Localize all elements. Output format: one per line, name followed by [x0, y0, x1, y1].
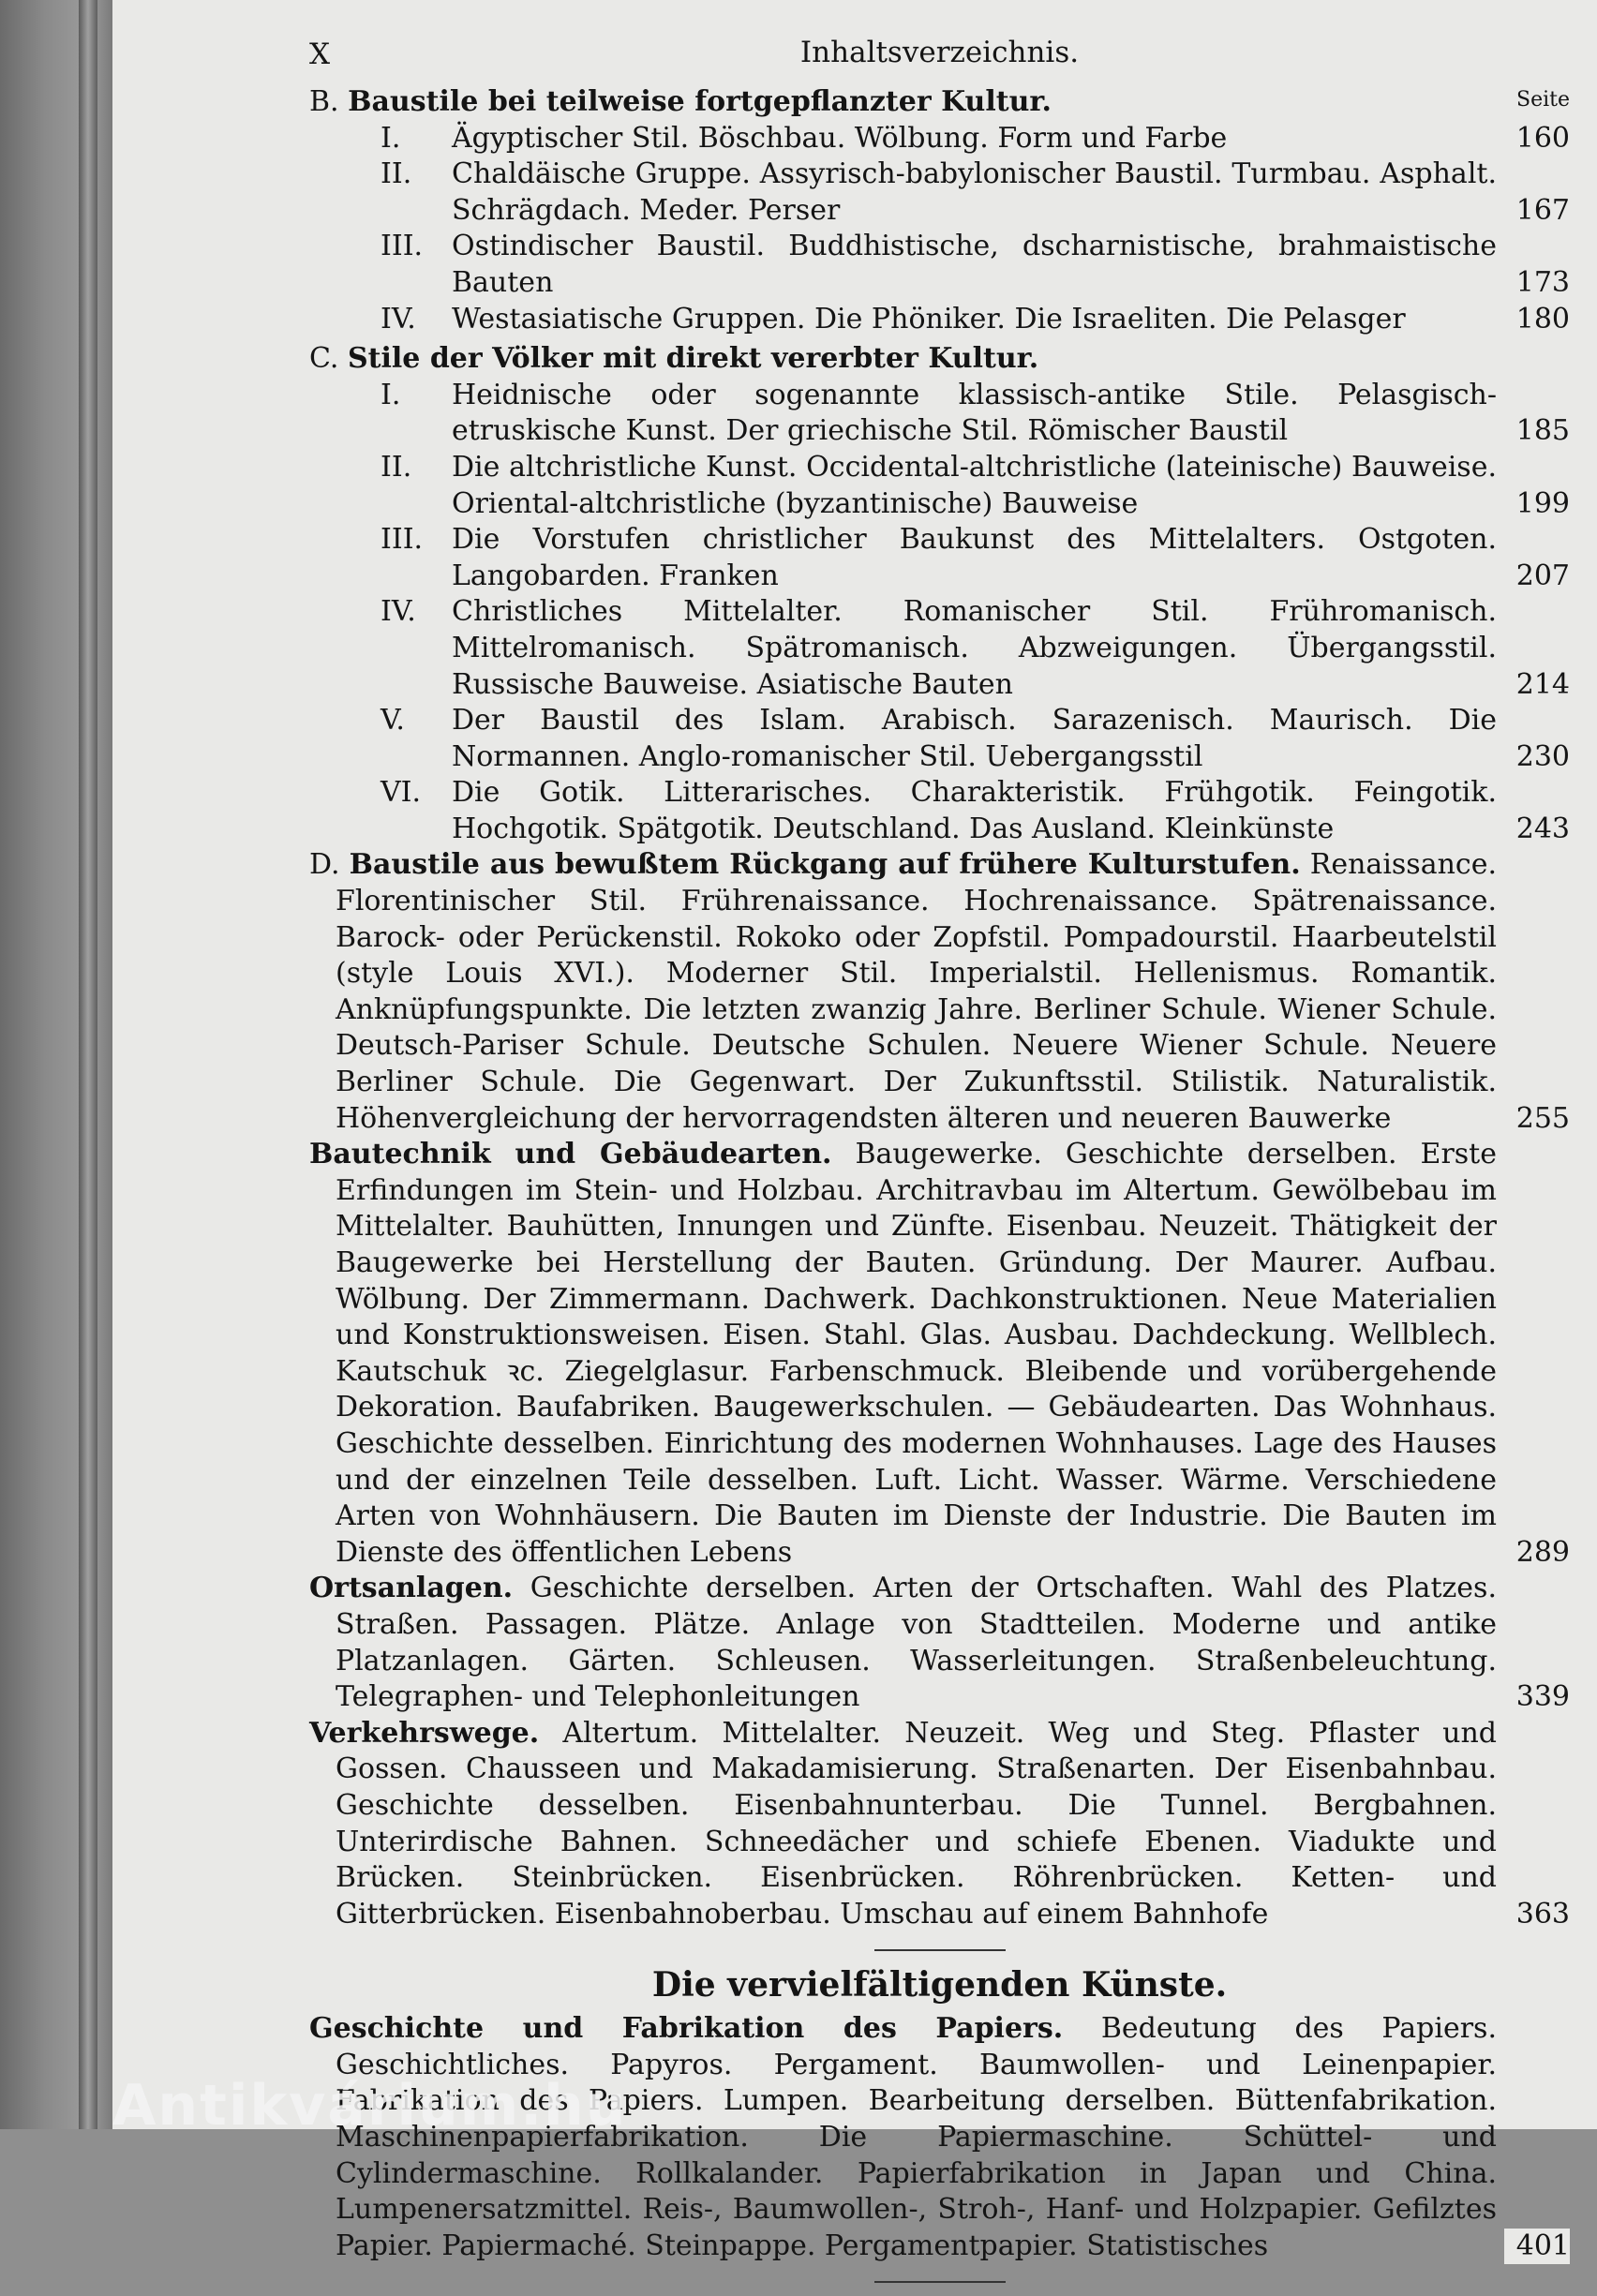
- section-text: Bedeutung des Papiers. Geschichtliches. Papyros. Pergament. Baumwollen- und Leinenpapier. Fabrikation des Papiers. Lumpen. Bearbeitung derselben. Büttenfabrikation. Maschinenpapierfabrikation. Die Papiermaschine. Schüttel- und Cylindermaschine. Rollkalander. Papierfabrikation in Japan und China. Lumpenersatzmittel. Reis-, Baumwollen-, Stroh-, Hanf- und Holzpapier. Gefilztes Papier. Papiermaché. Steinpappe. Pergamentpapier. Statistisches: [336, 2012, 1497, 2262]
- entry-number: IV.: [381, 595, 416, 629]
- section-b-heading: [309, 84, 1570, 121]
- entry-text: Die altchristliche Kunst. Occidental-altchristliche (lateinische) Bauweise. Oriental-altchristliche (byzantinische) Bauweise: [452, 450, 1497, 520]
- entry-number: I.: [381, 121, 401, 155]
- section-title: Stile der Völker mit direkt vererbter Kultur.: [347, 342, 1039, 376]
- entry-text: Der Baustil des Islam. Arabisch. Sarazenisch. Maurisch. Die Normannen. Anglo-romanischer Stil. Uebergangsstil: [452, 704, 1497, 773]
- toc-entry: [309, 378, 1570, 450]
- section-title: Verkehrswege.: [309, 1716, 540, 1750]
- entry-page: 339: [1504, 1679, 1570, 1716]
- toc-entry: [309, 594, 1570, 703]
- section-title: Baustile bei teilweise fortgepflanzter Kultur.: [348, 85, 1052, 118]
- entry-text: Christliches Mittelalter. Romanischer Stil. Frühromanisch. Mittelromanisch. Spätromanisch. Abzweigungen. Übergangsstil. Russische Bauweise. Asiatische Bauten: [452, 595, 1497, 701]
- entry-page: 167: [1504, 193, 1570, 230]
- entry-page: 185: [1504, 413, 1570, 450]
- binding-edge: [79, 0, 97, 2129]
- entry-text: Ägyptischer Stil. Böschbau. Wölbung. Form und Farbe: [452, 121, 1228, 155]
- book-page: [112, 0, 1597, 2262]
- divider-rule: [874, 2281, 1006, 2283]
- ortsanlagen-entry: [309, 1571, 1570, 1715]
- toc-entry: [309, 302, 1570, 338]
- header-title: Inhaltsverzeichnis.: [799, 36, 1080, 69]
- entry-number: VI.: [381, 776, 422, 810]
- toc-entry: [309, 450, 1570, 522]
- toc-entry: [309, 522, 1570, 594]
- entry-number: V.: [381, 704, 405, 738]
- watermark-text: Antikvárium.hu: [112, 2073, 628, 2139]
- entry-number: II.: [381, 157, 412, 191]
- toc-entry: [309, 775, 1570, 847]
- entry-page: 363: [1504, 1897, 1570, 1933]
- entry-text: Chaldäische Gruppe. Assyrisch-babylonischer Baustil. Turmbau. Asphalt. Schrägdach. Meder. Perser: [452, 157, 1497, 227]
- entry-text: Die Gotik. Litterarisches. Charakteristik. Frühgotik. Feingotik. Hochgotik. Spätgotik. Deutschland. Das Ausland. Kleinkünste: [452, 776, 1497, 845]
- section-text: Renaissance. Florentinischer Stil. Frührenaissance. Hochrenaissance. Spätrenaissance. Barock- oder Perückenstil. Rokoko oder Zopfstil. Pompadourstil. Haarbeutelstil (style Louis XVI.). Moderner Stil. Imperialstil. Hellenismus. Romantik. Anknüpfungspunkte. Die letzten zwanzig Jahre. Berliner Schule. Wiener Schule. Deutsch-Pariser Schule. Deutsche Schulen. Neuere Wiener Schule. Neuere Berliner Schule. Die Gegenwart. Der Zukunftsstil. Stilistik. Naturalistik. Höhenvergleichung der hervorragendsten älteren und neueren Bauwerke: [336, 848, 1497, 1135]
- entry-page: 160: [1504, 121, 1570, 157]
- section-label: C.: [309, 342, 339, 376]
- entry-page: 214: [1504, 667, 1570, 704]
- entry-page: 199: [1504, 486, 1570, 523]
- section-title: Ortsanlagen.: [309, 1572, 514, 1605]
- section-label: D.: [309, 848, 340, 882]
- entry-text: Heidnische oder sogenannte klassisch-antike Stile. Pelasgisch-etruskische Kunst. Der griechische Stil. Römischer Baustil: [452, 378, 1497, 448]
- entry-page: 401: [1504, 2229, 1570, 2265]
- entry-page: 289: [1504, 1535, 1570, 1572]
- entry-text: Die Vorstufen christlicher Baukunst des Mittelalters. Ostgoten. Langobarden. Franken: [452, 523, 1497, 592]
- toc-content: [309, 17, 1570, 2296]
- entry-page: 230: [1504, 739, 1570, 776]
- seite-label: Seite: [1516, 88, 1570, 112]
- entry-text: Ostindischer Baustil. Buddhistische, dscharnistische, brahmaistische Bauten: [452, 230, 1497, 299]
- section-text: Geschichte derselben. Arten der Ortschaften. Wahl des Platzes. Straßen. Passagen. Plätze. Anlage von Stadtteilen. Moderne und antike Platzanlagen. Gärten. Schleusen. Wasserleitungen. Straßenbeleuchtung. Telegraphen- und Telephonleitungen: [336, 1572, 1497, 1714]
- section-text: Altertum. Mittelalter. Neuzeit. Weg und Steg. Pflaster und Gossen. Chausseen und Makadamisierung. Straßenarten. Der Eisenbahnbau. Geschichte desselben. Eisenbahnunterbau. Die Tunnel. Bergbahnen. Unterirdische Bahnen. Schneedächer und schiefe Ebenen. Viadukte und Brücken. Steinbrücken. Eisenbrücken. Röhrenbrücken. Ketten- und Gitterbrücken. Eisenbahnoberbau. Umschau auf einem Bahnhofe: [336, 1716, 1497, 1931]
- entry-number: I.: [381, 378, 401, 411]
- entry-number: II.: [381, 450, 412, 484]
- entry-number: III.: [381, 523, 424, 557]
- entry-number: IV.: [381, 302, 416, 335]
- toc-entry: [309, 121, 1570, 157]
- section-d-entry: [309, 847, 1570, 1137]
- entry-text: Westasiatische Gruppen. Die Phöniker. Die Israeliten. Die Pelasger: [452, 302, 1406, 335]
- entry-page: 243: [1504, 812, 1570, 848]
- entry-page: 207: [1504, 559, 1570, 595]
- section-title: Bautechnik und Gebäudearten.: [309, 1138, 832, 1171]
- divider-rule: [874, 1949, 1006, 1951]
- entry-page: 180: [1504, 302, 1570, 338]
- toc-entry: [309, 229, 1570, 301]
- section-text: Baugewerke. Geschichte derselben. Erste Erfindungen im Stein- und Holzbau. Architravbau im Altertum. Gewölbebau im Mittelalter. Bauhütten, Innungen und Zünfte. Eisenbau. Neuzeit. Thätigkeit der Baugewerke bei Herstellung der Bauten. Gründung. Der Maurer. Aufbau. Wölbung. Der Zimmermann. Dachwerk. Dachkonstruktionen. Neue Materialien und Konstruktionsweisen. Eisen. Stahl. Glas. Ausbau. Dachdeckung. Wellblech. Kautschuk ꝛc. Ziegelglasur. Farbenschmuck. Bleibende und vorübergehende Dekoration. Baufabriken. Baugewerkschulen. — Gebäudearten. Das Wohnhaus. Geschichte desselben. Einrichtung des modernen Wohnhauses. Lage des Hauses und der einzelnen Teile desselben. Luft. Licht. Wasser. Wärme. Verschiedene Arten von Wohnhäusern. Die Bauten im Dienste der Industrie. Die Bauten im Dienste des öffentlichen Lebens: [336, 1138, 1497, 1569]
- section-title: Geschichte und Fabrikation des Papiers.: [309, 2012, 1064, 2046]
- toc-entry: [309, 157, 1570, 229]
- verkehrswege-entry: [309, 1716, 1570, 1933]
- section-c-heading: [309, 341, 1570, 378]
- section-label: B.: [309, 85, 339, 118]
- entry-page: 255: [1504, 1101, 1570, 1138]
- section-title: Baustile aus bewußtem Rückgang auf frühere Kulturstufen.: [349, 848, 1301, 882]
- bautechnik-entry: [309, 1137, 1570, 1571]
- toc-entry: [309, 703, 1570, 775]
- chapter-title: Die vervielfältigenden Künste.: [651, 1965, 1228, 2005]
- entry-number: III.: [381, 230, 424, 263]
- entry-page: 173: [1504, 265, 1570, 302]
- page-number: X: [309, 37, 332, 71]
